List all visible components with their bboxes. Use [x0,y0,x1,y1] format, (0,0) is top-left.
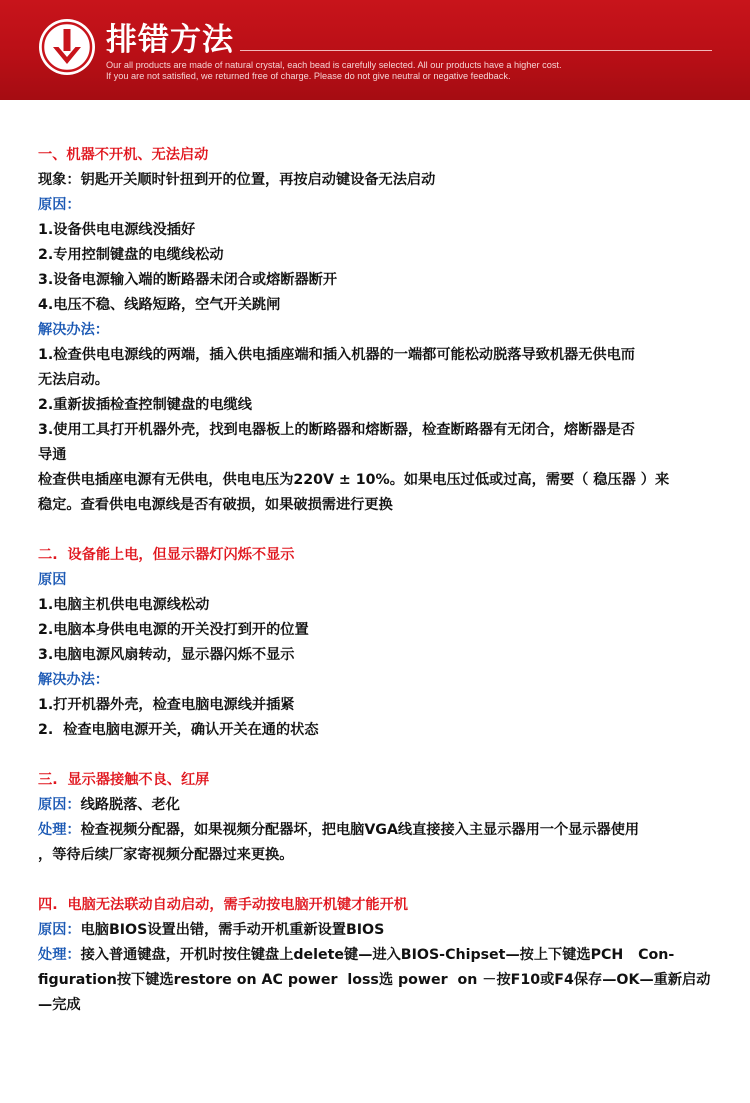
section-3-cause-text: 线路脱落、老化 [80,797,180,813]
list-item: 稳定。查看供电电源线是否有破损，如果破损需进行更换 [38,497,393,513]
section-3-cause [38,793,718,818]
title-divider [240,50,712,51]
header-banner [0,0,750,100]
section-3-handle [38,818,718,843]
list-item: 2.专用控制键盘的电缆线松动 [38,247,224,263]
section-3-cause-label: 原因： [38,797,81,813]
section-1 [38,143,718,518]
section-3 [38,768,718,868]
section-2-cause-label: 原因 [38,572,67,588]
section-2 [38,543,718,743]
list-item: 4.电压不稳、线路短路，空气开关跳闸 [38,297,281,313]
list-item: 3.使用工具打开机器外壳，找到电器板上的断路器和熔断器，检查断路器有无闭合，熔断器是否 [38,422,635,438]
page-title: 排错方法 [106,22,234,58]
banner-subtitle-line-2: If you are not satisfied, we returned free of charge. Please do not give neutral or negative feedback. [106,71,511,81]
section-4-cause-text: 电脑BIOS设置出错，需手动开机重新设置BIOS [80,922,385,938]
list-item: 1.电脑主机供电电源线松动 [38,597,210,613]
section-4 [38,893,718,1018]
section-2-heading: 二. 设备能上电，但显示器灯闪烁不显示 [38,547,295,563]
banner-subtitle [106,60,726,82]
section-4-heading: 四. 电脑无法联动自动启动，需手动按电脑开机键才能开机 [38,897,408,913]
list-item: 导通 [38,447,67,463]
troubleshooting-content [38,143,718,1043]
list-item: 1.设备供电电源线没插好 [38,222,196,238]
section-1-solution-label: 解决办法： [38,322,109,338]
section-4-handle-text: 接入普通键盘，开机时按住键盘上delete键—进入BIOS-Chipset—按上下键选PCH Con- [80,947,675,963]
section-4-handle-label: 处理： [38,947,81,963]
list-item: 2.重新拔插检查控制键盘的电缆线 [38,397,252,413]
section-4-handle-continued: figuration按下键选restore on AC power loss选 power on －按F10或F4保存—OK—重新启动 [38,972,711,988]
section-3-handle-text: 检查视频分配器，如果视频分配器坏，把电脑VGA线直接接入主显示器用一个显示器使用 [80,822,640,838]
section-4-handle [38,943,718,968]
section-1-heading: 一、机器不开机、无法启动 [38,147,209,163]
section-3-heading: 三. 显示器接触不良、红屏 [38,772,210,788]
section-4-handle-end: —完成 [38,997,81,1013]
list-item: 检查供电插座电源有无供电，供电电压为220V ± 10%。如果电压过低或过高，需要（ 稳压器 ）来 [38,472,670,488]
section-1-cause-label: 原因： [38,197,81,213]
section-3-handle-continued: ，等待后续厂家寄视频分配器过来更换。 [38,847,294,863]
list-item: 2. 检查电脑电源开关，确认开关在通的状态 [38,722,319,738]
section-2-solution-label: 解决办法： [38,672,109,688]
list-item: 1.检查供电电源线的两端，插入供电插座端和插入机器的一端都可能松动脱落导致机器无供电而 [38,347,635,363]
list-item: 无法启动。 [38,372,109,388]
section-4-cause-label: 原因： [38,922,81,938]
list-item: 3.设备电源输入端的断路器未闭合或熔断器断开 [38,272,338,288]
list-item: 1.打开机器外壳，检查电脑电源线并插紧 [38,697,295,713]
section-4-cause [38,918,718,943]
list-item: 3.电脑电源风扇转动，显示器闪烁不显示 [38,647,295,663]
section-1-phenomenon: 现象：钥匙开关顺时针扭到开的位置，再按启动键设备无法启动 [38,172,436,188]
list-item: 2.电脑本身供电电源的开关没打到开的位置 [38,622,309,638]
section-3-handle-label: 处理： [38,822,81,838]
banner-subtitle-line-1: Our all products are made of natural crystal, each bead is carefully selected. All our products have a higher cost. [106,60,562,70]
download-arrow-icon [36,16,98,78]
